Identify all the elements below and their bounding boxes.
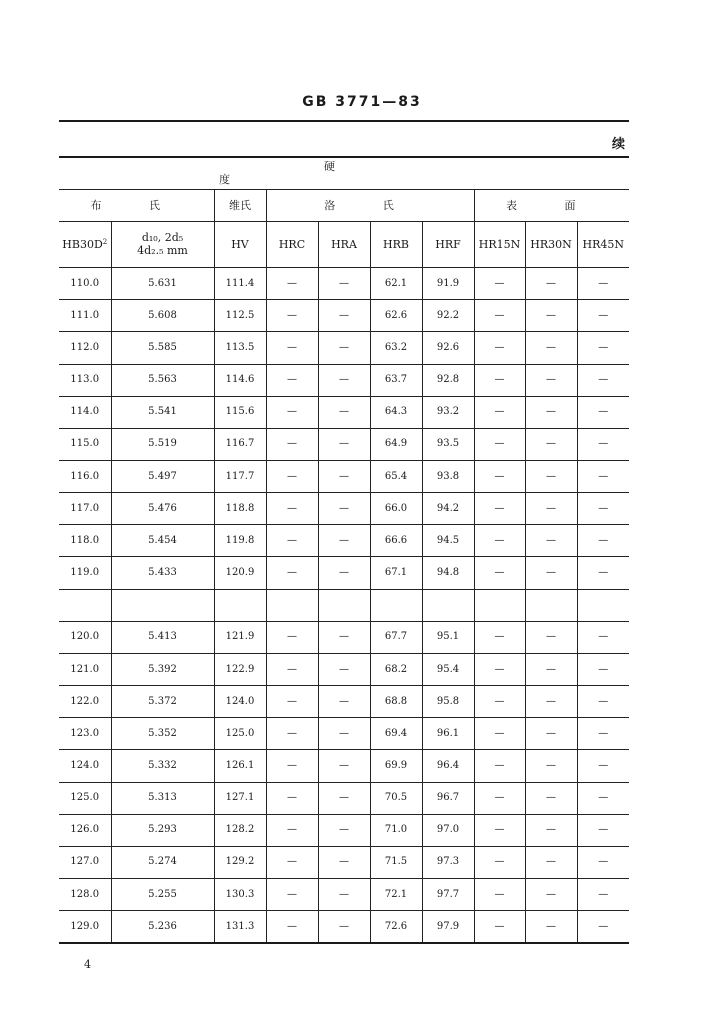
table-row	[59, 718, 629, 750]
cell-hr45n-dash: —	[577, 557, 629, 589]
cell-hra-dash: —	[318, 782, 370, 814]
cell-hr45n-dash: —	[577, 718, 629, 750]
cell-hv: 130.3	[214, 879, 266, 911]
cell-hrf: 92.2	[422, 300, 474, 332]
cell-hrf: 94.8	[422, 557, 474, 589]
cell-hb: 128.0	[59, 879, 111, 911]
cell-hrf: 96.7	[422, 782, 474, 814]
cell-hrb: 64.9	[370, 428, 422, 460]
cell-hr15n-dash: —	[474, 686, 525, 718]
cell-hrb: 71.0	[370, 814, 422, 846]
cell-hr15n-dash: —	[474, 493, 525, 525]
table-row	[59, 364, 629, 396]
cell-hrf: 95.8	[422, 686, 474, 718]
cell-hv: 128.2	[214, 814, 266, 846]
cell-hrc-dash: —	[266, 718, 318, 750]
cell-hra-dash: —	[318, 332, 370, 364]
cell-d: 5.413	[111, 621, 214, 653]
cell-hrc-dash: —	[266, 364, 318, 396]
cell-hr30n-dash: —	[525, 718, 577, 750]
cell-hr45n-dash: —	[577, 653, 629, 685]
cell-hra-dash: —	[318, 557, 370, 589]
col-header-hr45n: HR45N	[577, 221, 629, 267]
cell-hr30n-dash: —	[525, 460, 577, 492]
cell-hb: 116.0	[59, 460, 111, 492]
cell-hr30n-dash: —	[525, 300, 577, 332]
cell-hr15n-dash: —	[474, 718, 525, 750]
hardness-header-char-2: 度	[219, 173, 230, 187]
cell-hrc-dash: —	[266, 396, 318, 428]
cell-d: 5.541	[111, 396, 214, 428]
cell-hb: 117.0	[59, 493, 111, 525]
cell-hrb: 68.8	[370, 686, 422, 718]
cell-hrc-dash: —	[266, 300, 318, 332]
cell-hr45n-dash: —	[577, 332, 629, 364]
cell-d: 5.255	[111, 879, 214, 911]
cell-hra-dash: —	[318, 428, 370, 460]
empty-cell	[370, 589, 422, 621]
cell-hr30n-dash: —	[525, 653, 577, 685]
cell-hb: 112.0	[59, 332, 111, 364]
cell-d: 5.497	[111, 460, 214, 492]
cell-d: 5.372	[111, 686, 214, 718]
cell-hrb: 66.6	[370, 525, 422, 557]
cell-hr15n-dash: —	[474, 396, 525, 428]
table-row	[59, 460, 629, 492]
cell-hrb: 67.7	[370, 621, 422, 653]
cell-hrc-dash: —	[266, 846, 318, 878]
empty-cell	[59, 589, 111, 621]
cell-hrc-dash: —	[266, 814, 318, 846]
cell-hv: 117.7	[214, 460, 266, 492]
cell-d: 5.332	[111, 750, 214, 782]
table-row	[59, 621, 629, 653]
cell-hra-dash: —	[318, 525, 370, 557]
table-row	[59, 846, 629, 878]
cell-hr15n-dash: —	[474, 814, 525, 846]
cell-hr15n-dash: —	[474, 300, 525, 332]
cell-d: 5.352	[111, 718, 214, 750]
table-row	[59, 653, 629, 685]
cell-hrb: 64.3	[370, 396, 422, 428]
cell-hr30n-dash: —	[525, 879, 577, 911]
cell-hrc-dash: —	[266, 911, 318, 943]
cell-hrc-dash: —	[266, 653, 318, 685]
cell-hrf: 93.8	[422, 460, 474, 492]
cell-hrf: 95.1	[422, 621, 474, 653]
cell-hv: 129.2	[214, 846, 266, 878]
cell-hra-dash: —	[318, 300, 370, 332]
cell-hr45n-dash: —	[577, 814, 629, 846]
cell-hra-dash: —	[318, 460, 370, 492]
cell-d: 5.585	[111, 332, 214, 364]
cell-hr30n-dash: —	[525, 846, 577, 878]
cell-hr30n-dash: —	[525, 911, 577, 943]
cell-hr30n-dash: —	[525, 557, 577, 589]
cell-hrf: 97.3	[422, 846, 474, 878]
empty-cell	[422, 589, 474, 621]
col-header-hrb: HRB	[370, 221, 422, 267]
cell-hr30n-dash: —	[525, 268, 577, 300]
cell-hb: 114.0	[59, 396, 111, 428]
cell-hr30n-dash: —	[525, 621, 577, 653]
cell-hr15n-dash: —	[474, 428, 525, 460]
cell-hrc-dash: —	[266, 332, 318, 364]
cell-hr15n-dash: —	[474, 460, 525, 492]
cell-hrb: 72.1	[370, 879, 422, 911]
cell-hb: 125.0	[59, 782, 111, 814]
cell-hr15n-dash: —	[474, 557, 525, 589]
cell-d: 5.631	[111, 268, 214, 300]
cell-hv: 119.8	[214, 525, 266, 557]
cell-hra-dash: —	[318, 911, 370, 943]
cell-hb: 115.0	[59, 428, 111, 460]
cell-hr45n-dash: —	[577, 493, 629, 525]
cell-hb: 119.0	[59, 557, 111, 589]
cell-hrf: 91.9	[422, 268, 474, 300]
cell-hrb: 63.2	[370, 332, 422, 364]
cell-hv: 131.3	[214, 911, 266, 943]
cell-hrc-dash: —	[266, 686, 318, 718]
cell-hrf: 95.4	[422, 653, 474, 685]
cell-hv: 126.1	[214, 750, 266, 782]
cell-hrb: 72.6	[370, 911, 422, 943]
cell-hra-dash: —	[318, 493, 370, 525]
rockwell-header: 洛 氏	[266, 189, 474, 221]
empty-cell	[525, 589, 577, 621]
cell-hrb: 68.2	[370, 653, 422, 685]
cell-hb: 129.0	[59, 911, 111, 943]
hardness-header	[59, 157, 629, 189]
cell-d: 5.236	[111, 911, 214, 943]
cell-hv: 111.4	[214, 268, 266, 300]
col-header-hb: $HB30D^2$	[59, 221, 111, 267]
cell-hb: 120.0	[59, 621, 111, 653]
table-row	[59, 911, 629, 943]
cell-hrf: 97.7	[422, 879, 474, 911]
cell-hr15n-dash: —	[474, 621, 525, 653]
cell-d: 5.563	[111, 364, 214, 396]
cell-hra-dash: —	[318, 653, 370, 685]
cell-hr15n-dash: —	[474, 332, 525, 364]
cell-hv: 112.5	[214, 300, 266, 332]
cell-hb: 127.0	[59, 846, 111, 878]
cell-hra-dash: —	[318, 750, 370, 782]
cell-hb: 113.0	[59, 364, 111, 396]
cell-hr45n-dash: —	[577, 750, 629, 782]
cell-hrb: 65.4	[370, 460, 422, 492]
cell-d: 5.476	[111, 493, 214, 525]
cell-hrb: 66.0	[370, 493, 422, 525]
cell-hr45n-dash: —	[577, 879, 629, 911]
cell-hr30n-dash: —	[525, 493, 577, 525]
cell-hb: 124.0	[59, 750, 111, 782]
cell-hrf: 94.2	[422, 493, 474, 525]
table-row	[59, 332, 629, 364]
cell-hb: 118.0	[59, 525, 111, 557]
cell-hrf: 96.4	[422, 750, 474, 782]
cell-hr45n-dash: —	[577, 300, 629, 332]
cell-hr30n-dash: —	[525, 686, 577, 718]
cell-hrc-dash: —	[266, 268, 318, 300]
cell-hrf: 92.6	[422, 332, 474, 364]
table-row	[59, 557, 629, 589]
cell-hrf: 93.5	[422, 428, 474, 460]
cell-hr15n-dash: —	[474, 653, 525, 685]
cell-hrc-dash: —	[266, 750, 318, 782]
cell-hv: 125.0	[214, 718, 266, 750]
cell-hb: 121.0	[59, 653, 111, 685]
cell-hra-dash: —	[318, 364, 370, 396]
cell-hv: 118.8	[214, 493, 266, 525]
cell-hr15n-dash: —	[474, 750, 525, 782]
cell-hv: 122.9	[214, 653, 266, 685]
cell-hr45n-dash: —	[577, 525, 629, 557]
cell-hrb: 70.5	[370, 782, 422, 814]
continued-label: 续	[612, 137, 626, 152]
cell-hr45n-dash: —	[577, 782, 629, 814]
cell-hb: 126.0	[59, 814, 111, 846]
cell-hv: 113.5	[214, 332, 266, 364]
cell-hv: 115.6	[214, 396, 266, 428]
cell-hr30n-dash: —	[525, 332, 577, 364]
cell-hrc-dash: —	[266, 782, 318, 814]
cell-hr30n-dash: —	[525, 428, 577, 460]
cell-hrb: 71.5	[370, 846, 422, 878]
cell-hrc-dash: —	[266, 557, 318, 589]
cell-hb: 123.0	[59, 718, 111, 750]
table-row	[59, 750, 629, 782]
cell-hr45n-dash: —	[577, 621, 629, 653]
cell-hv: 120.9	[214, 557, 266, 589]
cell-hrb: 67.1	[370, 557, 422, 589]
cell-hrb: 63.7	[370, 364, 422, 396]
cell-hrf: 97.0	[422, 814, 474, 846]
cell-hb: 110.0	[59, 268, 111, 300]
cell-hr30n-dash: —	[525, 525, 577, 557]
cell-d: 5.392	[111, 653, 214, 685]
empty-cell	[474, 589, 525, 621]
cell-hrf: 94.5	[422, 525, 474, 557]
cell-hr45n-dash: —	[577, 686, 629, 718]
table-row	[59, 686, 629, 718]
empty-cell	[111, 589, 214, 621]
cell-hr15n-dash: —	[474, 782, 525, 814]
cell-hrb: 69.9	[370, 750, 422, 782]
cell-hr30n-dash: —	[525, 750, 577, 782]
cell-hr15n-dash: —	[474, 911, 525, 943]
cell-hra-dash: —	[318, 396, 370, 428]
col-header-hrf: HRF	[422, 221, 474, 267]
cell-hr30n-dash: —	[525, 782, 577, 814]
cell-hr45n-dash: —	[577, 268, 629, 300]
cell-d: 5.608	[111, 300, 214, 332]
brinell-header: 布 氏	[59, 189, 214, 221]
cell-hrf: 96.1	[422, 718, 474, 750]
cell-hr45n-dash: —	[577, 460, 629, 492]
cell-hrf: 92.8	[422, 364, 474, 396]
cell-hv: 114.6	[214, 364, 266, 396]
cell-hra-dash: —	[318, 846, 370, 878]
empty-cell	[318, 589, 370, 621]
cell-hr15n-dash: —	[474, 879, 525, 911]
table-row	[59, 525, 629, 557]
col-header-hra: HRA	[318, 221, 370, 267]
cell-hb: 111.0	[59, 300, 111, 332]
cell-d: 5.454	[111, 525, 214, 557]
surface-rockwell-header: 表 面	[474, 189, 629, 221]
col-header-hv: HV	[214, 221, 266, 267]
cell-d: 5.274	[111, 846, 214, 878]
cell-hrc-dash: —	[266, 460, 318, 492]
cell-hrb: 69.4	[370, 718, 422, 750]
cell-hra-dash: —	[318, 879, 370, 911]
cell-d: 5.433	[111, 557, 214, 589]
cell-hrb: 62.6	[370, 300, 422, 332]
cell-hr15n-dash: —	[474, 364, 525, 396]
col-header-hr15n: HR15N	[474, 221, 525, 267]
blank-separator-row	[59, 589, 629, 621]
cell-d: 5.293	[111, 814, 214, 846]
col-header-indent-diameter: d₁₀, 2d₅ 4d₂.₅ mm	[111, 221, 214, 267]
cell-hrf: 97.9	[422, 911, 474, 943]
empty-cell	[214, 589, 266, 621]
cell-hra-dash: —	[318, 686, 370, 718]
cell-hrc-dash: —	[266, 525, 318, 557]
empty-cell	[266, 589, 318, 621]
empty-cell	[577, 589, 629, 621]
standard-number: GB 3771—83	[302, 94, 422, 110]
hardness-header-char-1: 硬	[324, 160, 335, 174]
cell-hr30n-dash: —	[525, 396, 577, 428]
cell-hra-dash: —	[318, 621, 370, 653]
cell-hr15n-dash: —	[474, 525, 525, 557]
cell-hr30n-dash: —	[525, 364, 577, 396]
cell-hr45n-dash: —	[577, 428, 629, 460]
cell-hv: 116.7	[214, 428, 266, 460]
cell-hra-dash: —	[318, 268, 370, 300]
cell-d: 5.313	[111, 782, 214, 814]
table-row	[59, 782, 629, 814]
cell-hrc-dash: —	[266, 493, 318, 525]
cell-hr45n-dash: —	[577, 364, 629, 396]
table-row	[59, 879, 629, 911]
cell-hrb: 62.1	[370, 268, 422, 300]
cell-hr45n-dash: —	[577, 846, 629, 878]
table-row	[59, 396, 629, 428]
cell-d: 5.519	[111, 428, 214, 460]
hardness-conversion-table	[59, 156, 629, 944]
col-header-hr30n: HR30N	[525, 221, 577, 267]
cell-hrc-dash: —	[266, 621, 318, 653]
cell-hr45n-dash: —	[577, 396, 629, 428]
cell-hr45n-dash: —	[577, 911, 629, 943]
table-row	[59, 300, 629, 332]
cell-hr15n-dash: —	[474, 846, 525, 878]
cell-hv: 121.9	[214, 621, 266, 653]
cell-hv: 127.1	[214, 782, 266, 814]
table-row	[59, 268, 629, 300]
cell-hra-dash: —	[318, 718, 370, 750]
table-row	[59, 428, 629, 460]
page-number: 4	[84, 958, 91, 971]
cell-hr30n-dash: —	[525, 814, 577, 846]
cell-hv: 124.0	[214, 686, 266, 718]
cell-hb: 122.0	[59, 686, 111, 718]
table-row	[59, 493, 629, 525]
cell-hrf: 93.2	[422, 396, 474, 428]
cell-hrc-dash: —	[266, 428, 318, 460]
cell-hr15n-dash: —	[474, 268, 525, 300]
cell-hrc-dash: —	[266, 879, 318, 911]
cell-hra-dash: —	[318, 814, 370, 846]
col-header-hrc: HRC	[266, 221, 318, 267]
vickers-header: 维氏	[214, 189, 266, 221]
table-row	[59, 814, 629, 846]
top-rule	[59, 120, 629, 122]
